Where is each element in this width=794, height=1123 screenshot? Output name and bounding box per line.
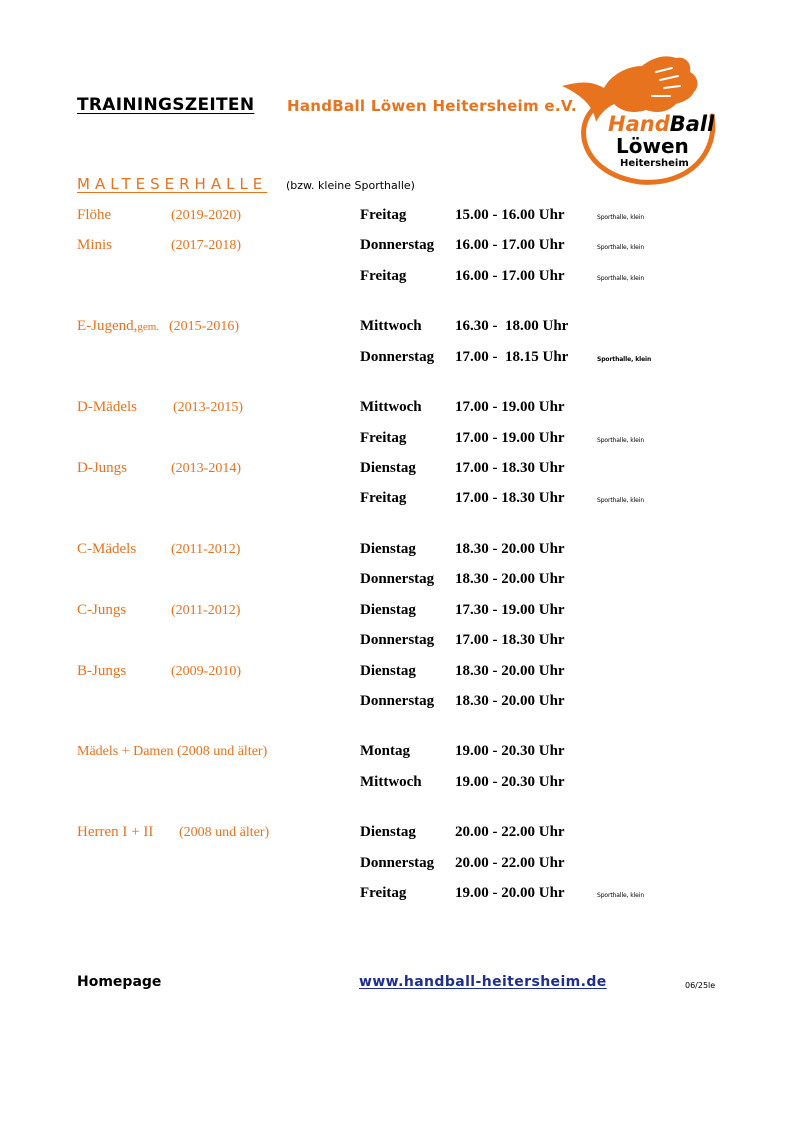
hall-note: (bzw. kleine Sporthalle) — [286, 179, 415, 192]
homepage-link[interactable]: www.handball-heitersheim.de — [359, 974, 607, 990]
session-time: 17.00 - 18.30 Uhr — [455, 632, 565, 648]
team-name: D-Jungs — [77, 460, 128, 476]
session-time: 19.00 - 20.00 Uhr — [455, 885, 565, 901]
session-day: Donnerstag — [360, 693, 435, 709]
session-time: 17.30 - 19.00 Uhr — [455, 602, 565, 618]
session-day: Mittwoch — [360, 399, 422, 415]
session-time: 17.00 - 18.30 Uhr — [455, 460, 565, 476]
session-day: Freitag — [360, 268, 407, 284]
team-year: (2017-2018) — [171, 238, 241, 253]
session-day: Montag — [360, 743, 410, 759]
session-note: Sporthalle, klein — [597, 214, 645, 221]
team-name: C-Mädels — [77, 541, 137, 557]
session-time: 20.00 - 22.00 Uhr — [455, 824, 565, 840]
session-time: 17.00 - 19.00 Uhr — [455, 430, 565, 446]
logo-loewen: Löwen — [616, 134, 689, 158]
logo-heitersheim: Heitersheim — [620, 158, 689, 169]
session-day: Freitag — [360, 490, 407, 506]
session-time: 17.00 - 19.00 Uhr — [455, 399, 565, 415]
session-day: Dienstag — [360, 602, 416, 618]
team-name: C-Jungs — [77, 602, 127, 618]
session-day: Freitag — [360, 207, 407, 223]
session-day: Mittwoch — [360, 318, 422, 334]
session-note: Sporthalle, klein — [597, 892, 645, 899]
session-time: 18.30 - 20.00 Uhr — [455, 571, 565, 587]
session-day: Dienstag — [360, 663, 416, 679]
team-name: Mädels + Damen (2008 und älter) — [77, 744, 268, 759]
session-day: Donnerstag — [360, 237, 435, 253]
session-day: Mittwoch — [360, 774, 422, 790]
team-year: (2009-2010) — [171, 664, 241, 679]
team-year: (2008 und älter) — [179, 825, 270, 840]
session-time: 16.00 - 17.00 Uhr — [455, 268, 565, 284]
document-code: 06/25le — [685, 981, 716, 990]
session-time: 16.30 - 18.00 Uhr — [455, 318, 569, 334]
session-time: 17.00 - 18.30 Uhr — [455, 490, 565, 506]
team-name — [77, 318, 159, 335]
team-name: Minis — [77, 237, 113, 253]
session-time: 19.00 - 20.30 Uhr — [455, 774, 565, 790]
session-day: Dienstag — [360, 824, 416, 840]
session-time: 19.00 - 20.30 Uhr — [455, 743, 565, 759]
session-day: Donnerstag — [360, 349, 435, 365]
team-year: (2013-2015) — [173, 400, 243, 415]
club-name: HandBall Löwen Heitersheim e.V. — [287, 97, 577, 115]
team-name: Flöhe — [77, 207, 112, 223]
team-name: Herren I + II — [77, 824, 154, 840]
session-note: Sporthalle, klein — [597, 275, 645, 282]
session-time: 15.00 - 16.00 Uhr — [455, 207, 565, 223]
session-day: Donnerstag — [360, 632, 435, 648]
session-time: 20.00 - 22.00 Uhr — [455, 855, 565, 871]
session-day: Dienstag — [360, 460, 416, 476]
session-time: 16.00 - 17.00 Uhr — [455, 237, 565, 253]
session-day: Dienstag — [360, 541, 416, 557]
team-name: B-Jungs — [77, 663, 127, 679]
team-name-suffix: gem. — [137, 321, 160, 333]
team-year: (2019-2020) — [171, 208, 241, 223]
hall-name: MALTESERHALLE — [77, 175, 268, 193]
team-name-text: E-Jugend, — [77, 318, 138, 334]
team-year: (2013-2014) — [171, 461, 241, 476]
svg-text:HandBall — [608, 112, 715, 136]
session-day: Freitag — [360, 430, 407, 446]
session-day: Donnerstag — [360, 571, 435, 587]
session-time: 18.30 - 20.00 Uhr — [455, 693, 565, 709]
team-year: (2011-2012) — [171, 542, 241, 557]
session-day: Freitag — [360, 885, 407, 901]
session-note: Sporthalle, klein — [597, 437, 645, 444]
session-day: Donnerstag — [360, 855, 435, 871]
club-logo — [560, 52, 720, 188]
session-note: Sporthalle, klein — [597, 497, 645, 504]
lion-logo-icon — [560, 52, 720, 188]
logo-hand: Hand — [608, 112, 670, 136]
session-note: Sporthalle, klein — [597, 356, 652, 363]
session-note: Sporthalle, klein — [597, 244, 645, 251]
session-time: 18.30 - 20.00 Uhr — [455, 541, 565, 557]
team-name: D-Mädels — [77, 399, 137, 415]
footer-label: Homepage — [77, 974, 162, 990]
team-year: (2011-2012) — [171, 603, 241, 618]
session-time: 17.00 - 18.15 Uhr — [455, 349, 569, 365]
page-title: TRAININGSZEITEN — [77, 95, 255, 115]
session-time: 18.30 - 20.00 Uhr — [455, 663, 565, 679]
team-year: (2015-2016) — [169, 319, 239, 334]
logo-ball: Ball — [669, 112, 715, 136]
